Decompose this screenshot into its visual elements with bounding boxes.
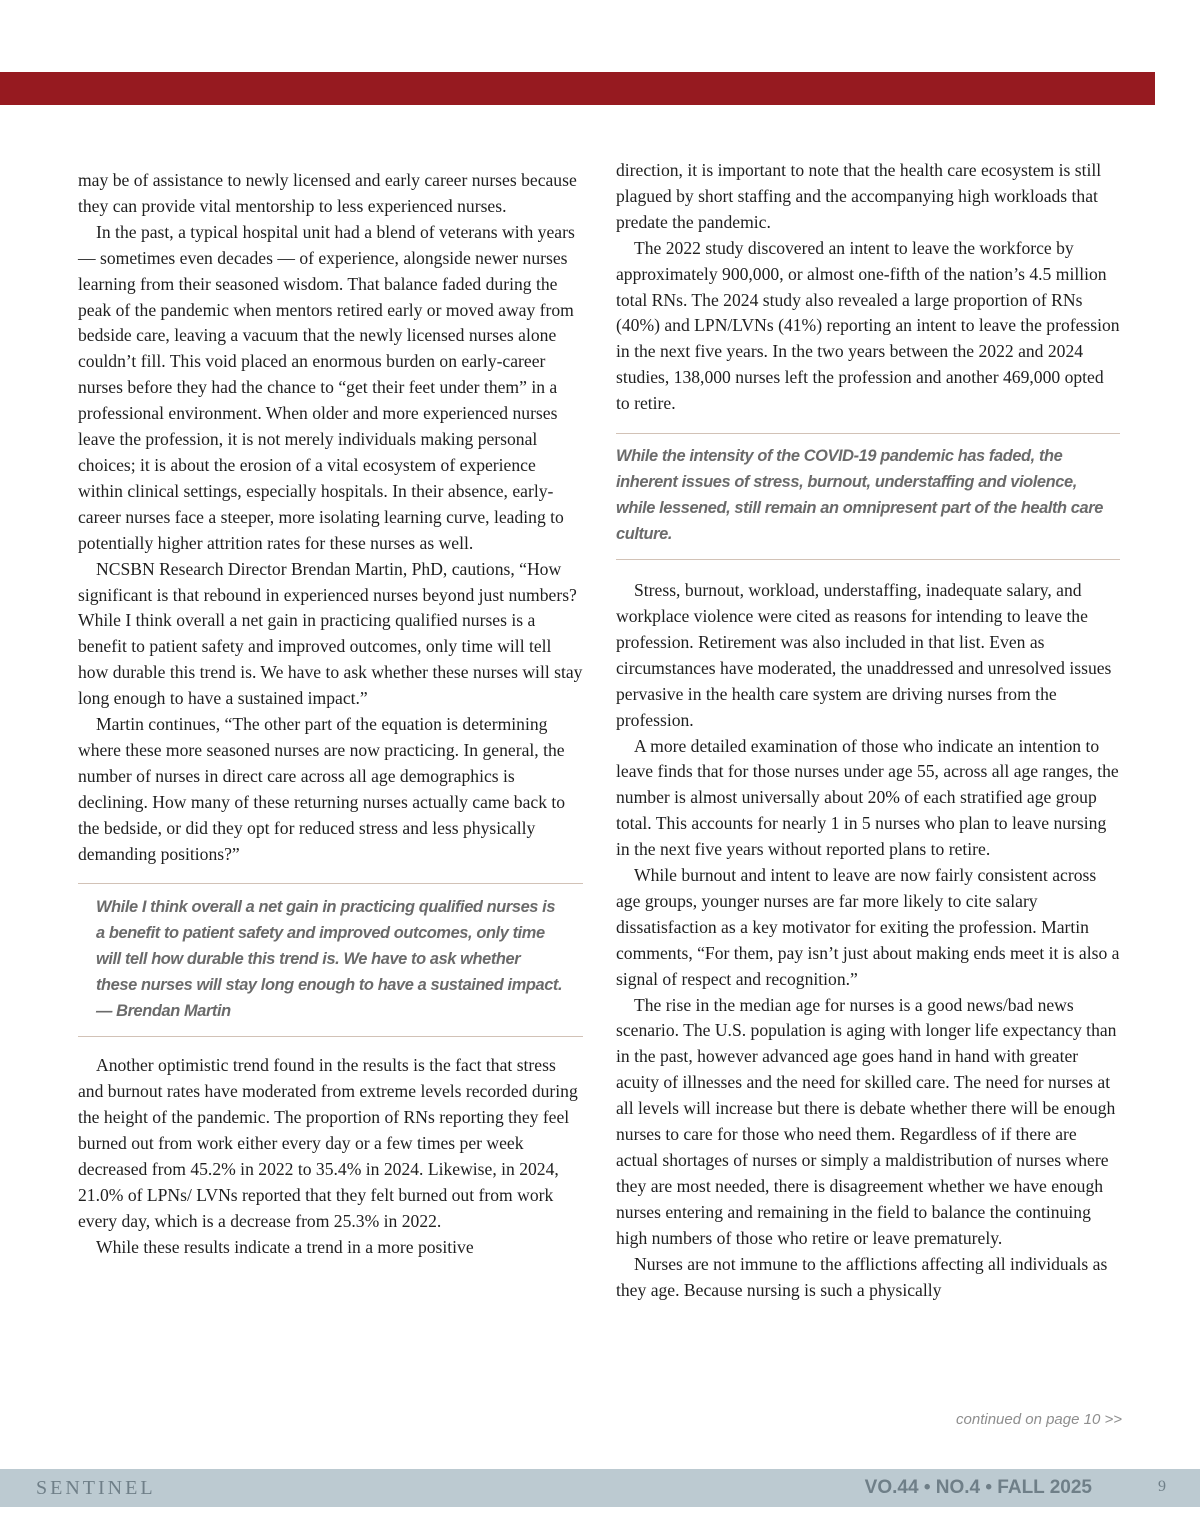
paragraph: NCSBN Research Director Brendan Martin, PhD, cautions, “How significant is that rebound in experienced nurses beyond just numbers? While I think overall a net gain in practicing qualified nurses is a benefit to patient safety and improved outcomes, only time will tell how durable this trend is. We have to ask whether these nurses will stay long enough to have a sustained impact.” xyxy=(78,558,583,709)
pull-quote-text: While the intensity of the COVID-19 pandemic has faded, the inherent issues of stress, burnout, understaffing and violence, while lessened, still remain an omnipresent part of the health care culture. xyxy=(616,447,1103,544)
continued-link[interactable]: continued on page 10 >> xyxy=(956,1411,1122,1428)
pull-quote xyxy=(616,433,1120,560)
paragraph: While burnout and intent to leave are now fairly consistent across age groups, younger nurses are far more likely to cite salary dissatisfaction as a key motivator for exiting the profession. Martin comments, “For them, pay isn’t just about making ends meet it is also a signal of respect and recognition.” xyxy=(616,865,1120,989)
paragraph: A more detailed examination of those who indicate an intention to leave finds that for those nurses under age 55, across all age ranges, the number is almost universally about 20% of each stratified age group total. This accounts for nearly 1 in 5 nurses who plan to leave nursing in the next five years without reported plans to retire. xyxy=(616,735,1119,860)
paragraph: In the past, a typical hospital unit had a blend of veterans with years — sometimes even decades — of experience, alongside newer nurses learning from their seasoned wisdom. That balance faded during the peak of the pandemic when mentors retired early or moved away from bedside care, leaving a vacuum that the newly licensed nurses alone couldn’t fill. This void placed an enormous burden on early-career nurses before they had the chance to “get their feet under them” in a professional environment. When older and more experienced nurses leave the profession, it is not merely individuals making personal choices; it is about the erosion of a vital ecosystem of experience within clinical settings, especially hospitals. In their absence, early-career nurses face a steeper, more isolating learning curve, leading to potentially higher attrition rates for these nurses as well. xyxy=(78,221,575,553)
paragraph: While these results indicate a trend in a more positive xyxy=(96,1236,474,1257)
pull-quote-text: While I think overall a net gain in practicing qualified nurses is a benefit to patient safety and improved outcomes, only time will tell how durable this trend is. We have to ask whether these nurses will stay long enough to have a sustained impact. — Brendan Martin xyxy=(96,898,563,1021)
issue-info: VO.44 • NO.4 • FALL 2025 xyxy=(864,1477,1092,1498)
paragraph: Another optimistic trend found in the results is the fact that stress and burnout rates have moderated from extreme levels recorded during the height of the pandemic. The proportion of RNs reporting they feel burned out from work either every day or a few times per week decreased from 45.2% in 2022 to 35.4% in 2024. Likewise, in 2024, 21.0% of LPNs/ LVNs reported that they felt burned out from work every day, which is a decrease from 25.3% in 2022. xyxy=(78,1055,578,1231)
pull-quote xyxy=(78,883,583,1037)
footer-bar xyxy=(0,1469,1200,1507)
left-column xyxy=(78,168,583,1261)
page-number: 9 xyxy=(1158,1478,1166,1495)
magazine-name: SENTINEL xyxy=(36,1477,156,1499)
paragraph: may be of assistance to newly licensed and early career nurses because they can provide vital mentorship to less experienced nurses. xyxy=(78,170,577,216)
paragraph: direction, it is important to note that the health care ecosystem is still plagued by short staffing and the accompanying high workloads that predate the pandemic. xyxy=(616,160,1102,232)
paragraph: Stress, burnout, workload, understaffing, inadequate salary, and workplace violence were cited as reasons for intending to leave the profession. Retirement was also included in that list. Even as circumstances have moderated, the unaddressed and unresolved issues pervasive in the health care system are driving nurses from the profession. xyxy=(616,580,1112,730)
paragraph: The rise in the median age for nurses is a good news/bad news scenario. The U.S. population is aging with longer life expectancy than in the past, however advanced age goes hand in hand with greater acuity of illnesses and the need for skilled care. The need for nurses at all levels will increase but there is debate whether there will be enough nurses to care for those who need them. Regardless of if there are actual shortages of nurses or simply a maldistribution of nurses where they are most needed, there is disagreement whether we have enough nurses entering and remaining in the field to balance the continuing high numbers of those who retire or leave prematurely. xyxy=(616,994,1117,1248)
paragraph: The 2022 study discovered an intent to leave the workforce by approximately 900,000, or almost one-fifth of the nation’s 4.5 million total RNs. The 2024 study also revealed a large proportion of RNs (40%) and LPN/LVNs (41%) reporting an intent to leave the profession in the next five years. In the two years between the 2022 and 2024 studies, 138,000 nurses left the profession and another 469,000 opted to retire. xyxy=(616,237,1120,414)
right-column xyxy=(616,158,1120,1303)
header-color-bar xyxy=(0,72,1155,105)
paragraph: Nurses are not immune to the afflictions affecting all individuals as they age. Because nursing is such a physically xyxy=(616,1253,1108,1300)
paragraph: Martin continues, “The other part of the equation is determining where these more seasoned nurses are now practicing. In general, the number of nurses in direct care across all age demographics is declining. How many of these returning nurses actually came back to the bedside, or did they opt for reduced stress and less physically demanding positions?” xyxy=(78,714,566,864)
